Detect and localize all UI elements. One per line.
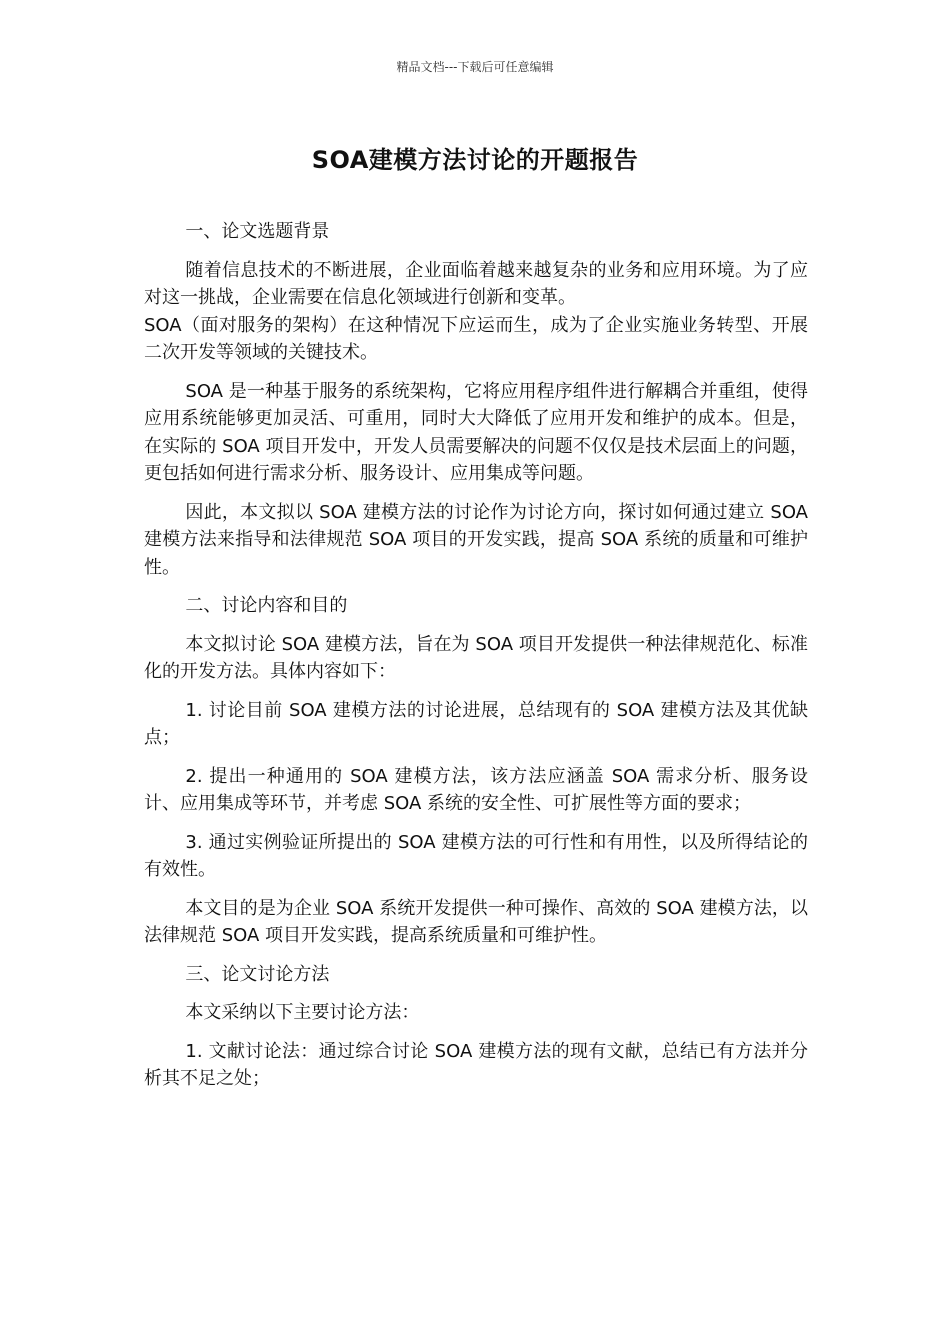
paragraph: 本文拟讨论 SOA 建模方法，旨在为 SOA 项目开发提供一种法律规范化、标准化的开发方法。具体内容如下： (144, 633, 808, 682)
document-title: SOA建模方法讨论的开题报告 (311, 146, 639, 174)
list-item: 1. 文献讨论法：通过综合讨论 SOA 建模方法的现有文献，总结已有方法并分析其不足之处； (144, 1040, 808, 1089)
section-heading-content: 二、讨论内容和目的 (185, 595, 348, 616)
paragraph: 本文采纳以下主要讨论方法： (185, 1002, 420, 1023)
document-body (144, 218, 808, 1104)
paragraph: SOA 是一种基于服务的系统架构，它将应用程序组件进行解耦合并重组，使得应用系统能够更加灵活、可重用，同时大大降低了应用开发和维护的成本。但是，在实际的 SOA 项目开发中，开发人员需要解决的问题不仅仅是技术层面上的问题，更包括如何进行需求分析、服务设计、应用集成等问题。 (144, 380, 808, 484)
list-item: 2. 提出一种通用的 SOA 建模方法，该方法应涵盖 SOA 需求分析、服务设计、应用集成等环节，并考虑 SOA 系统的安全性、可扩展性等方面的要求； (144, 765, 808, 814)
section-heading-methods: 三、论文讨论方法 (185, 963, 330, 985)
paragraph: 随着信息技术的不断进展，企业面临着越来越复杂的业务和应用环境。为了应对这一挑战，企业需要在信息化领域进行创新和变革。 (144, 259, 808, 308)
list-item: 3. 通过实例验证所提出的 SOA 建模方法的可行性和有用性，以及所得结论的有效性。 (144, 831, 808, 880)
page-header: 精品文档---下载后可任意编辑 (396, 60, 554, 74)
paragraph: 因此，本文拟以 SOA 建模方法的讨论作为讨论方向，探讨如何通过建立 SOA 建模方法来指导和法律规范 SOA 项目的开发实践，提高 SOA 系统的质量和可维护性。 (144, 501, 808, 578)
list-item: 1. 讨论目前 SOA 建模方法的讨论进展，总结现有的 SOA 建模方法及其优缺点； (144, 699, 808, 748)
section-heading-background: 一、论文选题背景 (185, 221, 330, 242)
paragraph: 本文目的是为企业 SOA 系统开发提供一种可操作、高效的 SOA 建模方法，以法律规范 SOA 项目开发实践，提高系统质量和可维护性。 (144, 897, 808, 946)
paragraph: SOA（面对服务的架构）在这种情况下应运而生，成为了企业实施业务转型、开展二次开发等领域的关键技术。 (144, 314, 808, 363)
